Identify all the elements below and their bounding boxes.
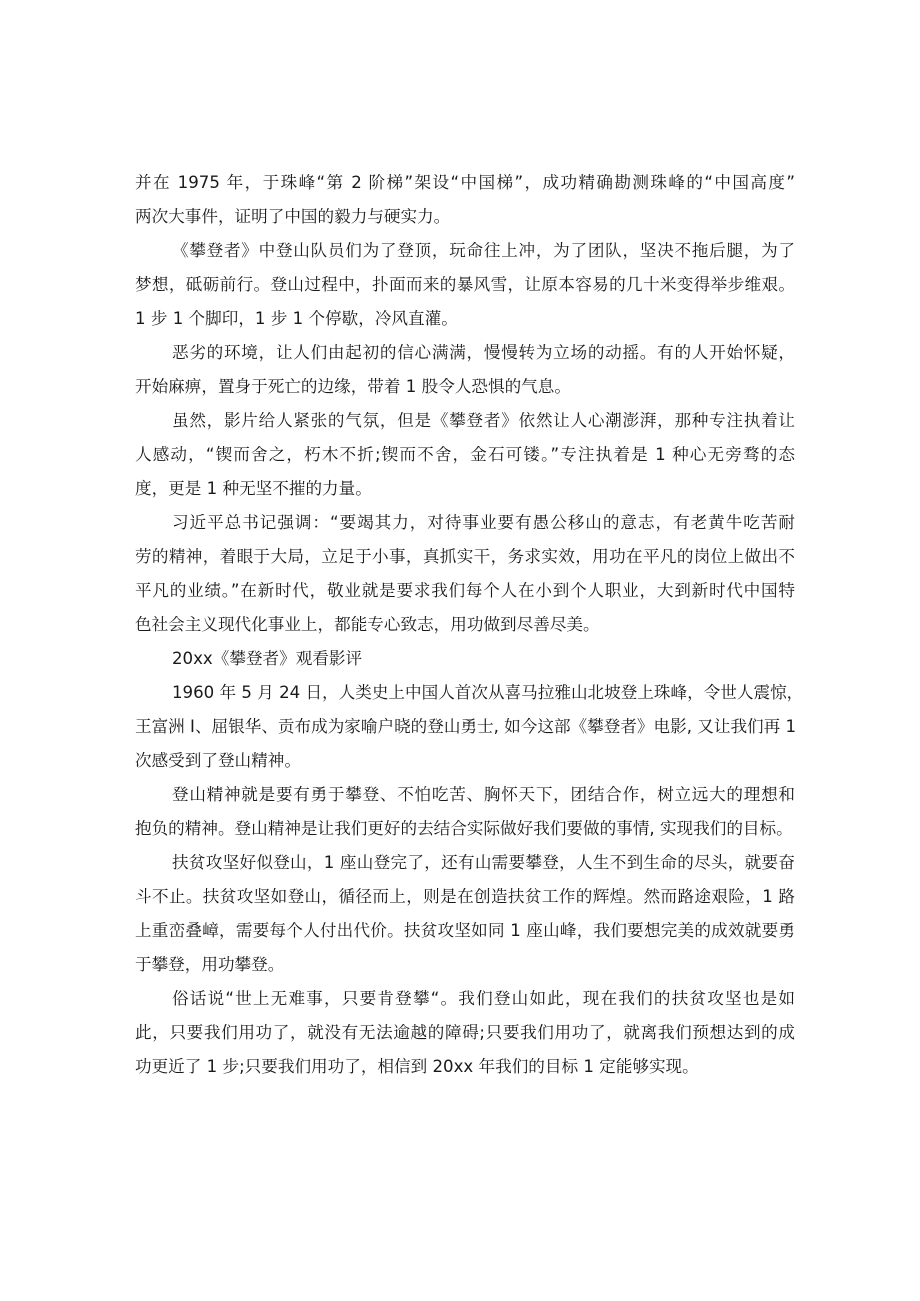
text-line: 1960 年 5 月 24 日，人类史上中国人首次从喜马拉雅山北坡登上珠峰，令世人震惊， xyxy=(172,683,804,702)
paragraph xyxy=(135,982,795,1084)
text-line: 人感动，“锲而舍之，朽木不折;锲而不舍，金石可镂。”专注执着是 1 种心无旁骛的态 xyxy=(135,445,795,464)
text-line: 度，更是 1 种无坚不摧的力量。 xyxy=(135,479,372,498)
document-body xyxy=(135,166,804,1084)
paragraph xyxy=(135,778,795,846)
text-line: 梦想，砥砺前行。登山过程中，扑面而来的暴风雪，让原本容易的几十米变得举步维艰。 xyxy=(135,275,795,294)
text-line: 次感受到了登山精神。 xyxy=(135,751,301,770)
paragraph xyxy=(135,234,795,336)
text-line: 虽然，影片给人紧张的气氛，但是《攀登者》依然让人心潮澎湃，那种专注执着让 xyxy=(172,411,795,430)
text-line: 两次大事件，证明了中国的毅力与硬实力。 xyxy=(135,207,451,226)
text-line: 平凡的业绩。”在新时代，敬业就是要求我们每个人在小到个人职业，大到新时代中国特 xyxy=(135,581,795,600)
text-line: 王富洲 I、屈银华、贡布成为家喻户晓的登山勇士, 如今这部《攀登者》电影, 又让我们再 1 xyxy=(135,717,797,736)
text-line: 1 步 1 个脚印，1 步 1 个停歇，冷风直灌。 xyxy=(135,309,458,328)
paragraph xyxy=(135,506,795,642)
text-line: 于攀登，用功攀登。 xyxy=(135,955,285,974)
paragraph xyxy=(135,676,804,778)
paragraph xyxy=(135,336,795,404)
text-line: 此，只要我们用功了，就没有无法逾越的障碍;只要我们用功了，就离我们预想达到的成 xyxy=(135,1023,795,1042)
paragraph xyxy=(135,404,795,506)
paragraph xyxy=(135,846,795,982)
heading-text: 20xx《攀登者》观看影评 xyxy=(172,649,363,668)
text-line: 功更近了 1 步;只要我们用功了，相信到 20xx 年我们的目标 1 定能够实现。 xyxy=(135,1057,699,1076)
text-line: 开始麻痹，置身于死亡的边缘，带着 1 股令人恐惧的气息。 xyxy=(135,377,571,396)
text-line: 劳的精神，着眼于大局，立足于小事，真抓实干，务求实效，用功在平凡的岗位上做出不 xyxy=(135,547,795,566)
text-line: 登山精神就是要有勇于攀登、不怕吃苦、胸怀天下，团结合作，树立远大的理想和 xyxy=(172,785,795,804)
text-line: 抱负的精神。登山精神是让我们更好的去结合实际做好我们要做的事情, 实现我们的目标。 xyxy=(135,819,793,838)
text-line: 恶劣的环境，让人们由起初的信心满满，慢慢转为立场的动摇。有的人开始怀疑， xyxy=(172,343,795,362)
text-line: 俗话说“世上无难事，只要肯登攀“。我们登山如此，现在我们的扶贫攻坚也是如 xyxy=(172,989,795,1008)
text-line: 《攀登者》中登山队员们为了登顶，玩命往上冲，为了团队，坚决不拖后腿，为了 xyxy=(172,241,795,260)
text-line: 斗不止。扶贫攻坚如登山，循径而上，则是在创造扶贫工作的辉煌。然而路途艰险，1 路 xyxy=(135,887,795,906)
paragraph xyxy=(135,166,795,234)
text-line: 色社会主义现代化事业上，都能专心致志，用功做到尽善尽美。 xyxy=(135,615,600,634)
text-line: 习近平总书记强调：“要竭其力，对待事业要有愚公移山的意志，有老黄牛吃苦耐 xyxy=(172,513,795,532)
section-heading xyxy=(135,642,795,676)
text-line: 上重峦叠嶂，需要每个人付出代价。扶贫攻坚如同 1 座山峰，我们要想完美的成效就要勇 xyxy=(135,921,795,940)
text-line: 并在 1975 年，于珠峰“第 2 阶梯”架设“中国梯”，成功精确勘测珠峰的“中国高度” xyxy=(135,173,795,192)
text-line: 扶贫攻坚好似登山，1 座山登完了，还有山需要攀登，人生不到生命的尽头，就要奋 xyxy=(172,853,795,872)
